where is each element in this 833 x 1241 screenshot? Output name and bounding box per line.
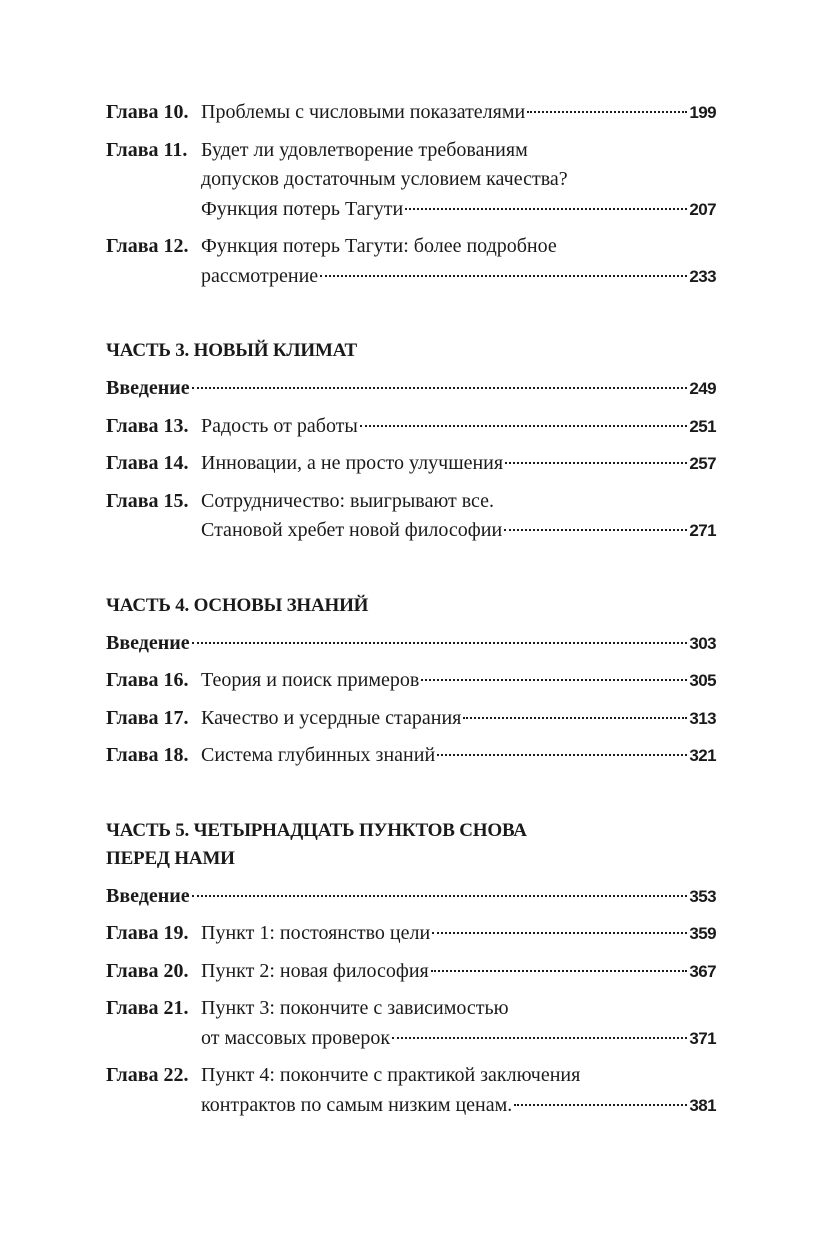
chapter-title-line: Будет ли удовлетворение требованиям	[201, 138, 528, 161]
dot-leader	[405, 208, 687, 210]
part5-section	[106, 817, 716, 1121]
chapter-title: от массовых проверок	[201, 1026, 391, 1049]
chapter-label: Глава 11.	[106, 138, 188, 161]
page-number: 321	[689, 746, 716, 765]
chapter-label: Глава 17.	[106, 706, 189, 729]
part4-section	[106, 592, 716, 771]
dot-leader	[514, 1104, 687, 1106]
dot-leader	[432, 932, 687, 934]
chapter-title-line: допусков достаточным условием качества?	[201, 168, 568, 190]
chapter-title: Система глубинных знаний	[201, 744, 436, 766]
toc-entry-chapter-13	[106, 412, 716, 442]
chapter-label: Глава 10.	[106, 101, 189, 123]
toc-entry-chapter-16	[106, 666, 716, 696]
page-number: 381	[689, 1095, 716, 1115]
chapter-title: Пункт 2: новая философия	[201, 959, 429, 982]
toc-entry-intro	[106, 629, 716, 659]
chapter-label: Глава 21.	[106, 997, 189, 1019]
chapter-label: Глава 20.	[106, 959, 189, 982]
page-number: 249	[689, 379, 716, 398]
page-number: 353	[689, 886, 716, 906]
page-number: 251	[689, 416, 716, 436]
chapter-title: Становой хребет новой философии	[201, 519, 503, 541]
dot-leader	[463, 717, 687, 719]
toc-entry-chapter-21	[106, 994, 716, 1053]
toc-entry-chapter-20	[106, 957, 716, 987]
part-title: ЧАСТЬ 3. НОВЫЙ КЛИМАТ	[106, 340, 358, 361]
chapter-title: Теория и поиск примеров	[201, 669, 420, 691]
toc-entry-intro	[106, 882, 716, 912]
chapter-label: Глава 14.	[106, 452, 189, 474]
toc-entry-chapter-10	[106, 98, 716, 128]
intro-label: Введение	[106, 884, 190, 907]
chapter-label: Глава 15.	[106, 489, 189, 512]
part3-section	[106, 337, 716, 546]
chapter-title-line: Пункт 3: покончите с зависимостью	[201, 997, 509, 1019]
toc-entry-chapter-15	[106, 487, 716, 546]
toc-entry-chapter-18	[106, 741, 716, 771]
page-number: 303	[689, 633, 716, 653]
page-number: 207	[689, 199, 716, 219]
chapter-label: Глава 19.	[106, 922, 189, 944]
toc-entry-chapter-17	[106, 704, 716, 734]
page-number: 371	[689, 1028, 716, 1048]
chapter-label: Глава 12.	[106, 235, 189, 257]
dot-leader	[437, 754, 687, 756]
dot-leader	[421, 679, 687, 681]
chapter-label: Глава 18.	[106, 744, 189, 766]
chapter-title: Инновации, а не просто улучшения	[201, 452, 504, 474]
dot-leader	[527, 111, 687, 113]
part-title: ЧАСТЬ 4. ОСНОВЫ ЗНАНИЙ	[106, 594, 369, 616]
page-number: 313	[689, 708, 716, 728]
chapter-label: Глава 16.	[106, 669, 189, 691]
chapter-title: Функция потерь Тагути	[201, 197, 404, 220]
toc-entry-chapter-19	[106, 919, 716, 949]
toc-entry-chapter-22	[106, 1061, 716, 1120]
dot-leader	[392, 1037, 687, 1039]
dot-leader	[431, 970, 688, 972]
chapter-title: Проблемы с числовыми показателями	[201, 101, 526, 123]
toc-entry-chapter-11	[106, 136, 716, 225]
part-title-line: ЧАСТЬ 5. ЧЕТЫРНАДЦАТЬ ПУНКТОВ СНОВА	[106, 819, 527, 841]
chapter-title: Пункт 1: постоянство цели	[201, 922, 431, 944]
page-number: 233	[689, 266, 716, 286]
part-title	[106, 817, 716, 873]
intro-label: Введение	[106, 631, 190, 654]
chapter-title-line: Сотрудничество: выигрывают все.	[201, 489, 495, 512]
dot-leader	[320, 275, 687, 277]
part-title-line: ПЕРЕД НАМИ	[106, 847, 235, 869]
intro-label: Введение	[106, 377, 190, 399]
chapter-title-line: Функция потерь Тагути: более подробное	[201, 235, 557, 257]
chapter-title-line: Пункт 4: покончите с практикой заключения	[201, 1064, 581, 1086]
chapter-title: контрактов по самым низким ценам.	[201, 1093, 513, 1116]
dot-leader	[505, 462, 687, 464]
page-number: 359	[689, 924, 716, 943]
dot-leader	[192, 387, 688, 389]
dot-leader	[192, 895, 688, 897]
page-number: 305	[689, 671, 716, 690]
dot-leader	[504, 529, 687, 531]
part2-tail-section	[106, 98, 716, 291]
chapter-label: Глава 13.	[106, 414, 189, 437]
table-of-contents	[106, 98, 716, 1128]
chapter-title: рассмотрение	[201, 264, 319, 287]
page-number: 271	[689, 521, 716, 540]
chapter-label: Глава 22.	[106, 1064, 189, 1086]
page-number: 367	[689, 961, 716, 981]
chapter-title: Радость от работы	[201, 414, 358, 437]
dot-leader	[360, 425, 688, 427]
page-number: 257	[689, 454, 716, 473]
page-number: 199	[689, 103, 716, 122]
toc-entry-intro	[106, 374, 716, 404]
toc-entry-chapter-14	[106, 449, 716, 479]
chapter-title: Качество и усердные старания	[201, 706, 462, 729]
toc-entry-chapter-12	[106, 232, 716, 291]
dot-leader	[192, 642, 688, 644]
